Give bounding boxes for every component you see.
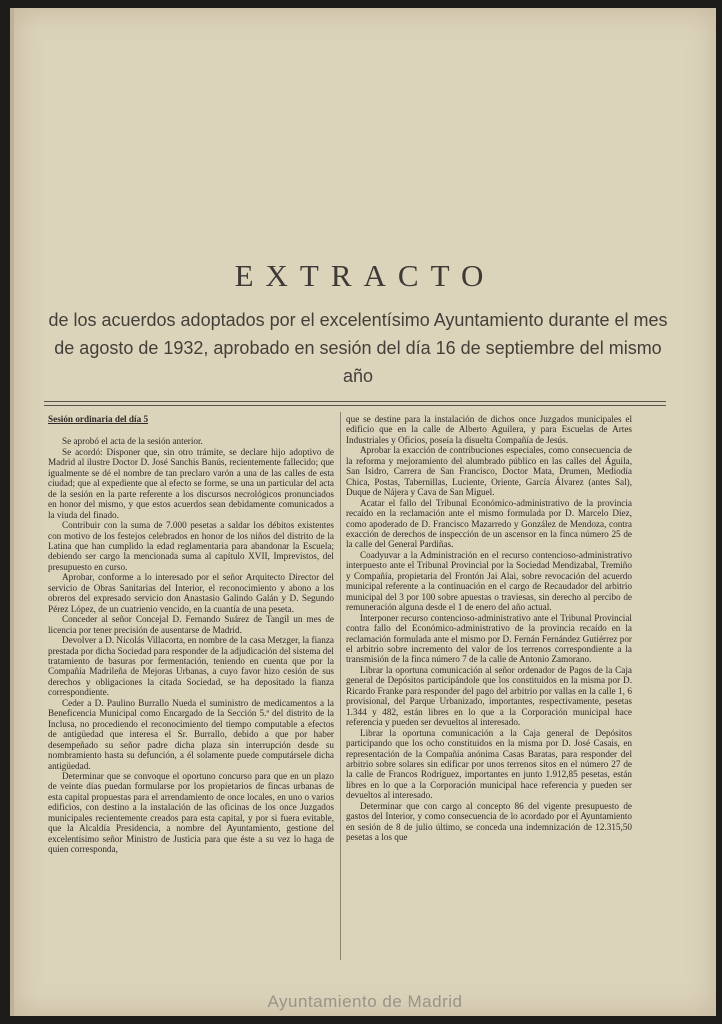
header-rule-top [44,401,666,402]
archive-watermark: Ayuntamiento de Madrid [267,992,463,1011]
paragraph: Coadyuvar a la Administración en el recurso contencioso-administrativo interpuesto ante el Tribunal Provincial por la Sociedad Mendizabal, Tremiño y Compañía, propietaria del Frontón Jai Alai, sobre revocación del acuerdo municipal referente a la continuación en el cargo de Recaudador del arbitrio municipal del 3 por 100 sobre apuestas o traviesas, sin derecho al percibo de remuneración alguna desde el 1 de enero del año actual. [346,549,632,613]
paragraph: Interponer recurso contencioso-administrativo ante el Tribunal Provincial contra fallo del Económico-administrativo de la provincia recaído en la reclamación formulada ante el mismo por D. Fernán Fernández Gutiérrez por el arbitrio sobre incremento del valor de los terrenos correspondiente a la transmisión de la finca número 7 de la calle de Antonio Zamorano. [346,612,632,665]
paragraph: Se acordó: Disponer que, sin otro trámite, se declare hijo adoptivo de Madrid al ilustre Doctor D. José Sanchis Banús, recientemente fallecido; que igualmente se dé el nombre de tan preclaro varón a una de las calles de esta ciudad; que al expediente que al efecto se forme, se una un particular del acta de la sesión en la parte referente a los discursos necrológicos pronunciados en honor del mismo, y que estos acuerdos sean debidamente comunicados a la viuda del finado. [48,446,334,520]
paragraph: Se aprobó el acta de la sesión anterior. [62,436,203,447]
document-title: EXTRACTO [234,258,496,293]
paragraph: Devolver a D. Nicolás Villacorta, en nombre de la casa Metzger, la fianza prestada por dicha Sociedad para responder de la adjudicación del sistema del tratamiento de basuras por fermentación, teniendo en cuenta que por la Compañía Madrileña de Mejoras Urbanas, a cuyo favor hizo cesión de sus derechos y obligaciones la citada Sociedad, se ha depositado la fianza correspondiente. [48,635,334,698]
right-column [346,414,632,962]
header-rule-bottom [44,405,666,406]
paragraph: Ceder a D. Paulino Burrallo Nueda el suministro de medicamentos a la Beneficencia Municipal como Encargado de la Sección 5.ª del distrito de la Inclusa, no procediendo el reconocimiento del tiempo computable a efectos de antigüedad que interesa el Sr. Burrallo, debido a que por haber desempeñado su señor padre dicha plaza sin interrupción desde su nombramiento hasta su defunción, a él solamente puede computársele dicha antigüedad. [48,697,334,771]
column-separator [340,412,341,960]
session-heading: Sesión ordinaria del día 5 [48,414,149,424]
paragraph: Librar la oportuna comunicación a la Caja general de Depósitos participando que los ocho constituidos en la misma por D. José Casais, en representación de la Compañía anónima Casas Baratas, para responder del arbitrio sobre solares sin edificar por unos terrenos sitos en el número 27 de la calle de Francos Rodríguez, importantes en junto 1.912,85 pesetas, están libres en lo que a la Corporación municipal hace referencia y pueden ser devueltos al interesado. [346,727,632,801]
paragraph: Contribuir con la suma de 7.000 pesetas a saldar los débitos existentes con motivo de los festejos celebrados en honor de los niños del distrito de la Latina que han cumplido la edad reglamentaria para abandonar la Escuela; debiendo ser cargo la mencionada suma al capítulo XVII, Imprevistos, del presupuesto en curso. [48,520,334,572]
paragraph: Aprobar, conforme a lo interesado por el señor Arquitecto Director del servicio de Obras Sanitarias del Interior, el reconocimiento y abono a los obreros del expresado servicio don Anastasio Galindo Galán y D. Segundo Pérez López, de un cuatrienio vencido, en la cuantía de una peseta. [48,572,334,614]
paragraph: Acatar el fallo del Tribunal Económico-administrativo de la provincia recaído en la reclamación ante el mismo formulada por D. Marcelo Díez, como apoderado de D. Francisco Mazarredo y González de Mendoza, contra exacción de derechos de inspección de un ascensor en la finca número 25 de la calle del General Pardiñas. [346,497,632,550]
paragraph: Conceder al señor Concejal D. Fernando Suárez de Tangil un mes de licencia por tener precisión de ausentarse de Madrid. [48,614,334,635]
left-column [48,414,334,962]
document-page [10,8,716,1016]
paragraph: Determinar que con cargo al concepto 86 del vigente presupuesto de gastos del Interior, y como consecuencia de lo acordado por el Ayuntamiento en sesión de 8 de julio último, se conceda una indemnización de 12.315,50 pesetas a los que [346,800,632,843]
paragraph: Determinar que se convoque el oportuno concurso para que en un plazo de veinte días puedan formularse por los propietarios de fincas urbanas de esta capital propuestas para el arrendamiento de once locales, en uno o varios edificios, con destino a la instalación de las oficinas de los once Juzgados municipales recientemente creados para esta capital, y por si fuera evitable, que la Alcaldía Presidencia, a nombre del Ayuntamiento, gestione del excelentísimo señor Ministro de Justicia para que éste a su vez lo haga de quien corresponda, [48,770,334,855]
paragraph: Librar la oportuna comunicación al señor ordenador de Pagos de la Caja general de Depósitos participándole que los constituidos en la misma por D. Ricardo Franke para responder del pago del arbitrio por vallas en la calle 1, 6 provisional, del Parque Urbanizado, importantes, respectivamente, pesetas 1.344 y 482, están libres en lo que a la Corporación municipal hace referencia y pueden ser devueltos al interesado. [346,664,632,728]
paragraph: que se destine para la instalación de dichos once Juzgados municipales el edificio que en la calle de Alberto Aguilera, y para Escuelas de Artes Industriales y Oficios, poseía la disuelta Compañía de Jesús. [346,414,632,445]
document-subtitle: de los acuerdos adoptados por el excelentísimo Ayuntamiento durante el mes de agosto de 1932, aprobado en sesión del día 16 de septiembre del mismo año [48,310,668,386]
paragraph: Aprobar la exacción de contribuciones especiales, como consecuencia de la reforma y mejoramiento del alumbrado público en las calles del Águila, San Isidro, Carrera de San Francisco, Doctor Mata, Drumen, Mediodía Chica, Postas, Tabernillas, Luciente, Oriente, García Álvarez (antes Sal), Duque de Nájera y Cava de San Miguel. [346,445,632,498]
